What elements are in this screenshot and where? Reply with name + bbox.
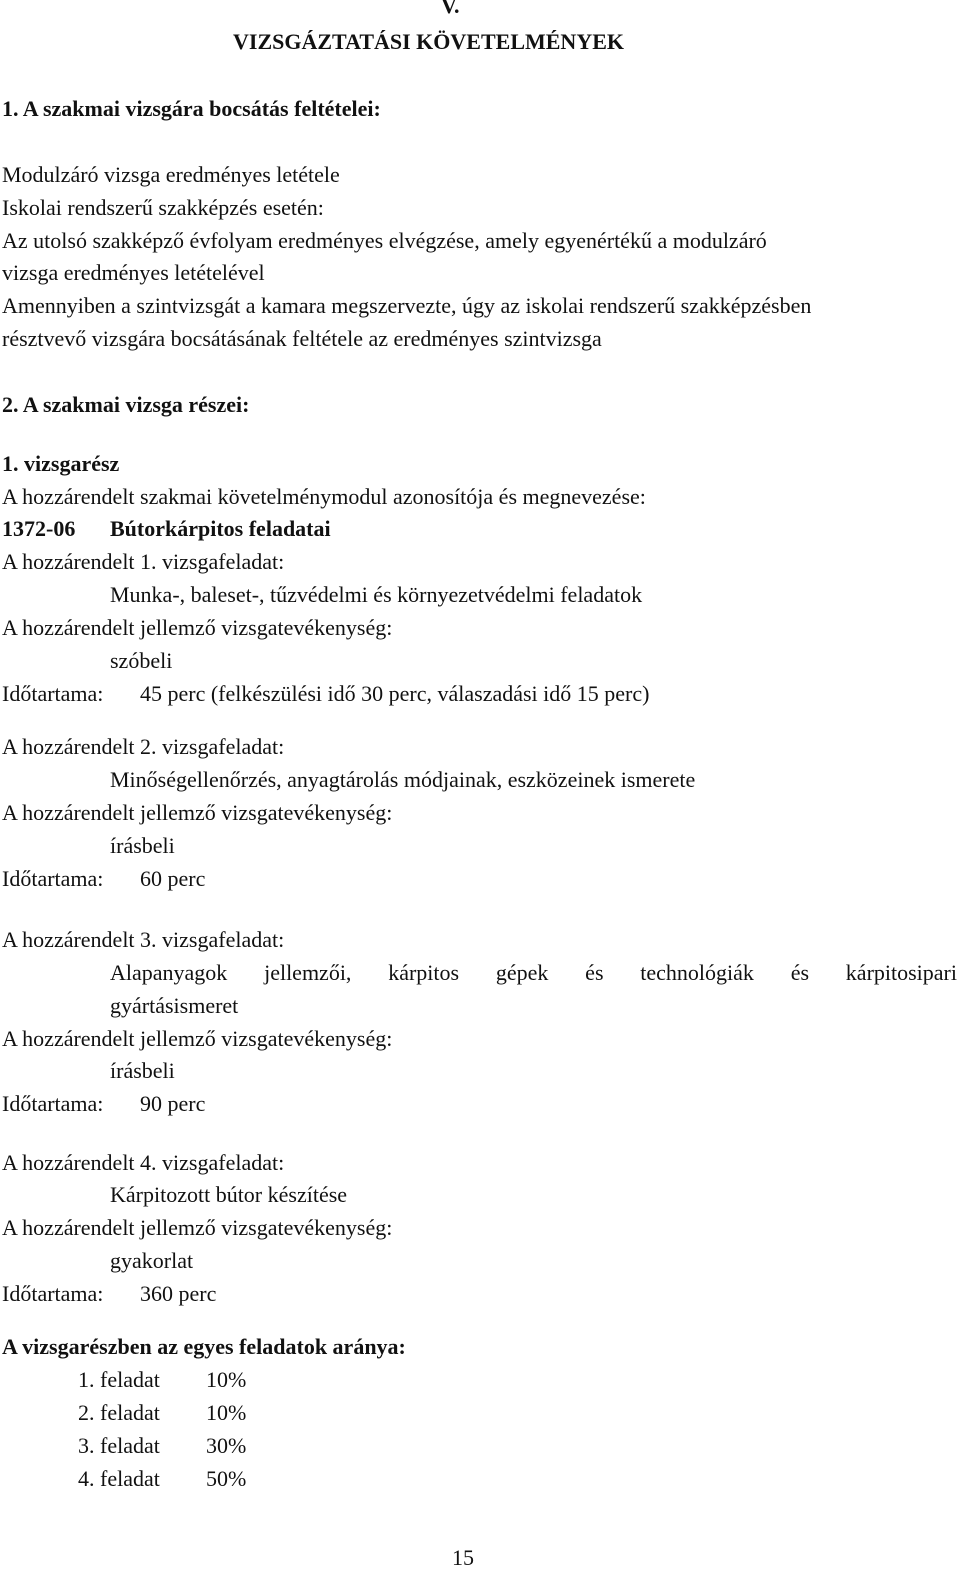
section2-heading: 2. A szakmai vizsga részei: — [2, 392, 250, 417]
ratio-task: 2. feladat — [78, 1400, 160, 1425]
task-activity: szóbeli — [110, 648, 173, 673]
task-name-line1: Alapanyagok jellemzői, kárpitos gépek és technológiák és kárpitosipari — [110, 960, 957, 985]
ratio-row — [78, 1367, 247, 1393]
duration-value: 360 perc — [140, 1281, 217, 1306]
ratio-pct: 30% — [206, 1433, 247, 1458]
module-name: Bútorkárpitos feladatai — [110, 516, 331, 541]
task-label: A hozzárendelt 4. vizsgafeladat: — [2, 1150, 285, 1175]
page-number: 15 — [452, 1545, 474, 1570]
duration-row — [2, 1091, 206, 1117]
ratio-pct: 50% — [206, 1466, 247, 1491]
section1-heading: 1. A szakmai vizsgára bocsátás feltételei: — [2, 96, 381, 121]
task-activity: írásbeli — [110, 1058, 175, 1083]
section1-line: Az utolsó szakképző évfolyam eredményes elvégzése, amely egyenértékű a modulzáró — [2, 228, 767, 253]
duration-value: 60 perc — [140, 866, 206, 891]
ratio-task: 4. feladat — [78, 1466, 160, 1491]
activity-label: A hozzárendelt jellemző vizsgatevékenység: — [2, 1215, 393, 1240]
duration-label: Időtartama: — [2, 1281, 104, 1306]
duration-label: Időtartama: — [2, 866, 104, 891]
section1-line: Iskolai rendszerű szakképzés esetén: — [2, 195, 324, 220]
activity-label: A hozzárendelt jellemző vizsgatevékenység: — [2, 1026, 393, 1051]
section1-line: résztvevő vizsgára bocsátásának feltétele az eredményes szintvizsga — [2, 326, 602, 351]
duration-row — [2, 1281, 217, 1307]
module-code: 1372-06 — [2, 516, 76, 541]
section1-line: Amennyiben a szintvizsgát a kamara megszervezte, úgy az iskolai rendszerű szakképzésben — [2, 293, 812, 318]
ratio-row — [78, 1400, 247, 1426]
task-name-line2: gyártásismeret — [110, 993, 239, 1018]
module-label: A hozzárendelt szakmai követelménymodul azonosítója és megnevezése: — [2, 484, 646, 509]
chapter-number: V. — [441, 0, 460, 18]
duration-row — [2, 681, 650, 707]
task-name: Minőségellenőrzés, anyagtárolás módjainak, eszközeinek ismerete — [110, 767, 696, 792]
duration-value: 45 perc (felkészülési idő 30 perc, válaszadási idő 15 perc) — [140, 681, 650, 706]
task-activity: gyakorlat — [110, 1248, 194, 1273]
task-activity: írásbeli — [110, 833, 175, 858]
ratio-pct: 10% — [206, 1400, 247, 1425]
task-name: Munka-, baleset-, tűzvédelmi és környezetvédelmi feladatok — [110, 582, 643, 607]
task-name: Kárpitozott bútor készítése — [110, 1182, 348, 1207]
ratio-row — [78, 1433, 247, 1459]
ratio-task: 3. feladat — [78, 1433, 160, 1458]
ratio-task: 1. feladat — [78, 1367, 160, 1392]
activity-label: A hozzárendelt jellemző vizsgatevékenység: — [2, 615, 393, 640]
ratio-row — [78, 1466, 247, 1492]
activity-label: A hozzárendelt jellemző vizsgatevékenység: — [2, 800, 393, 825]
ratio-pct: 10% — [206, 1367, 247, 1392]
chapter-title: VIZSGÁZTATÁSI KÖVETELMÉNYEK — [233, 29, 624, 54]
task-label: A hozzárendelt 1. vizsgafeladat: — [2, 549, 285, 574]
task-label: A hozzárendelt 3. vizsgafeladat: — [2, 927, 285, 952]
task-label: A hozzárendelt 2. vizsgafeladat: — [2, 734, 285, 759]
duration-value: 90 perc — [140, 1091, 206, 1116]
duration-label: Időtartama: — [2, 681, 104, 706]
duration-label: Időtartama: — [2, 1091, 104, 1116]
section1-line: Modulzáró vizsga eredményes letétele — [2, 162, 340, 187]
ratio-heading: A vizsgarészben az egyes feladatok aránya: — [2, 1334, 406, 1359]
section1-line: vizsga eredményes letételével — [2, 260, 265, 285]
duration-row — [2, 866, 206, 892]
exam-part-title: 1. vizsgarész — [2, 451, 120, 476]
